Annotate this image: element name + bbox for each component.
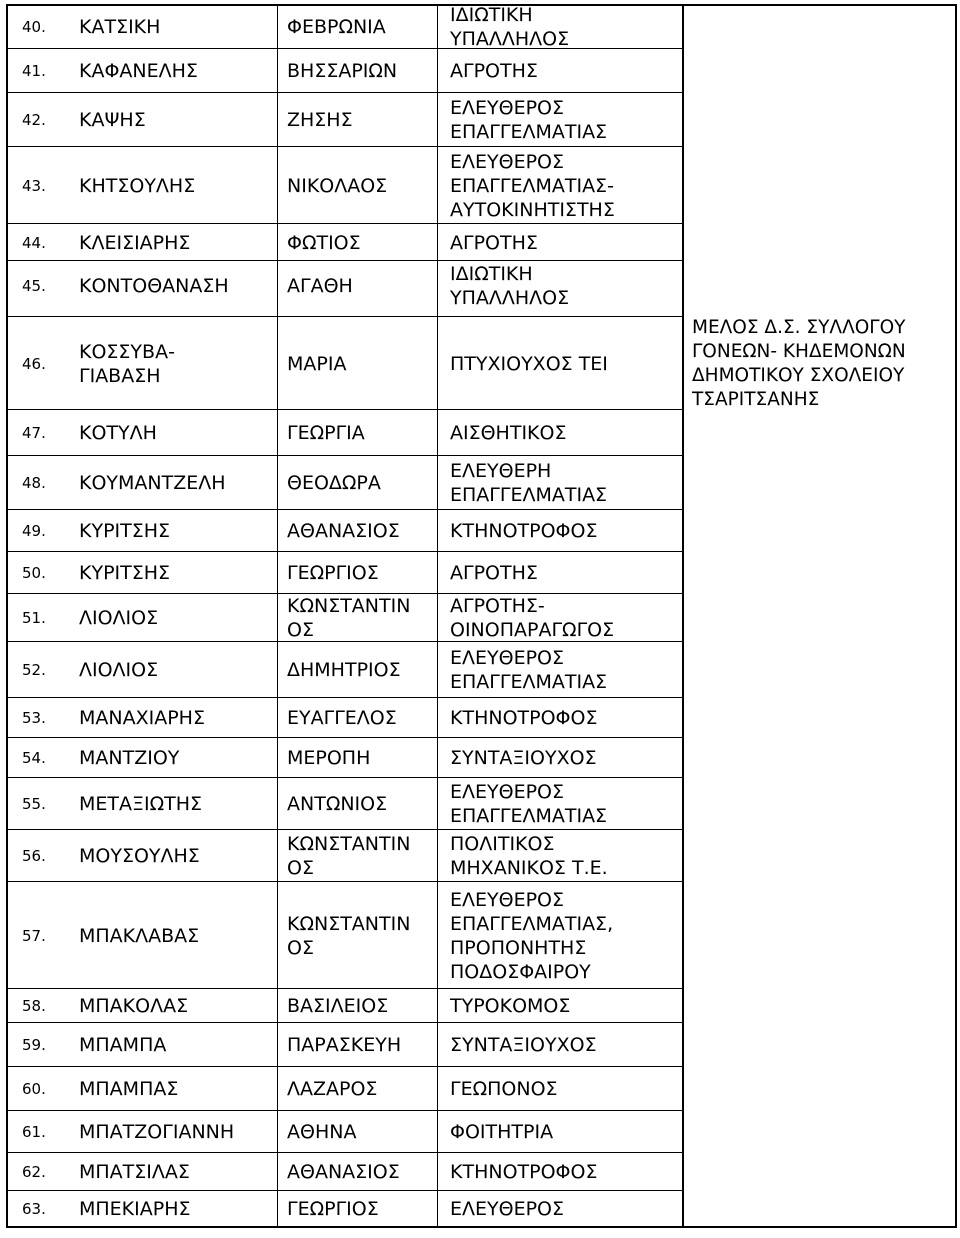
row-number: 61.: [22, 1123, 46, 1141]
first-name-cell: ΚΩΝΣΤΑΝΤΙΝ ΟΣ: [287, 595, 411, 641]
row-separator: [6, 146, 682, 147]
first-name-cell: ΒΑΣΙΛΕΙΟΣ: [287, 995, 389, 1017]
first-name-cell: ΒΗΣΣΑΡΙΩΝ: [287, 60, 398, 82]
surname-cell: ΜΠΑΤΣΙΛΑΣ: [79, 1161, 190, 1183]
occupation-cell: ΠΟΛΙΤΙΚΟΣ ΜΗΧΑΝΙΚΟΣ Τ.Ε.: [450, 833, 608, 879]
first-name-cell: ΓΕΩΡΓΙΑ: [287, 422, 365, 444]
surname-cell: ΚΛΕΙΣΙΑΡΗΣ: [79, 232, 191, 254]
row-separator: [6, 697, 682, 698]
row-separator: [6, 455, 682, 456]
first-name-cell: ΛΑΖΑΡΟΣ: [287, 1078, 378, 1100]
occupation-cell: ΕΛΕΥΘΕΡΟΣ: [450, 1198, 564, 1220]
row-separator: [6, 48, 682, 49]
table-border-left: [6, 4, 8, 1226]
first-name-cell: ΑΓΑΘΗ: [287, 275, 353, 297]
first-name-cell: ΕΥΑΓΓΕΛΟΣ: [287, 707, 397, 729]
row-separator: [6, 881, 682, 882]
row-separator: [6, 737, 682, 738]
first-name-cell: ΜΑΡΙΑ: [287, 353, 347, 375]
first-name-cell: ΜΕΡΟΠΗ: [287, 747, 371, 769]
surname-cell: ΜΠΑΚΛΑΒΑΣ: [79, 925, 200, 947]
occupation-cell: ΦΟΙΤΗΤΡΙΑ: [450, 1121, 554, 1143]
row-separator: [6, 1152, 682, 1153]
surname-cell: ΚΑΤΣΙΚΗ: [79, 16, 161, 38]
occupation-cell: ΕΛΕΥΘΕΡΟΣ ΕΠΑΓΓΕΛΜΑΤΙΑΣ- ΑΥΤΟΚΙΝΗΤΙΣΤΗΣ: [450, 151, 615, 221]
row-number: 41.: [22, 62, 46, 80]
surname-cell: ΜΠΑΜΠΑ: [79, 1034, 167, 1056]
first-name-cell: ΦΩΤΙΟΣ: [287, 232, 361, 254]
row-separator: [6, 92, 682, 93]
surname-cell: ΜΠΑΤΖΟΓΙΑΝΝΗ: [79, 1121, 235, 1143]
row-separator: [6, 988, 682, 989]
row-number: 43.: [22, 177, 46, 195]
surname-cell: ΚΑΦΑΝΕΛΗΣ: [79, 60, 198, 82]
row-number: 42.: [22, 111, 46, 129]
row-number: 51.: [22, 609, 46, 627]
occupation-cell: ΣΥΝΤΑΞΙΟΥΧΟΣ: [450, 747, 597, 769]
occupation-cell: ΚΤΗΝΟΤΡΟΦΟΣ: [450, 1161, 598, 1183]
surname-cell: ΜΠΑΜΠΑΣ: [79, 1078, 179, 1100]
occupation-cell: ΑΓΡΟΤΗΣ: [450, 60, 538, 82]
column-divider-name: [277, 4, 278, 1226]
row-number: 59.: [22, 1036, 46, 1054]
surname-cell: ΚΥΡΙΤΣΗΣ: [79, 520, 171, 542]
surname-cell: ΚΑΨΗΣ: [79, 109, 146, 131]
row-separator: [6, 1110, 682, 1111]
surname-cell: ΜΟΥΣΟΥΛΗΣ: [79, 845, 200, 867]
row-separator: [6, 316, 682, 317]
first-name-cell: ΑΘΑΝΑΣΙΟΣ: [287, 520, 400, 542]
first-name-cell: ΑΘΑΝΑΣΙΟΣ: [287, 1161, 400, 1183]
surname-cell: ΜΑΝΤΖΙΟΥ: [79, 747, 180, 769]
row-separator: [6, 1190, 682, 1191]
surname-cell: ΚΟΥΜΑΝΤΖΕΛΗ: [79, 472, 226, 494]
row-number: 53.: [22, 709, 46, 727]
row-number: 46.: [22, 355, 46, 373]
row-number: 62.: [22, 1163, 46, 1181]
occupation-cell: ΓΕΩΠΟΝΟΣ: [450, 1078, 558, 1100]
first-name-cell: ΚΩΝΣΤΑΝΤΙΝ ΟΣ: [287, 913, 411, 959]
row-separator: [6, 1066, 682, 1067]
note-parents-association: ΜΕΛΟΣ Δ.Σ. ΣΥΛΛΟΓΟΥ ΓΟΝΕΩΝ- ΚΗΔΕΜΟΝΩΝ ΔΗΜΟΤΙΚΟΥ ΣΧΟΛΕΙΟΥ ΤΣΑΡΙΤΣΑΝΗΣ: [692, 317, 906, 410]
row-number: 48.: [22, 474, 46, 492]
row-separator: [6, 409, 682, 410]
first-name-cell: ΝΙΚΟΛΑΟΣ: [287, 175, 388, 197]
row-separator: [6, 777, 682, 778]
surname-cell: ΚΟΤΥΛΗ: [79, 422, 157, 444]
occupation-cell: ΙΔΙΩΤΙΚΗ ΥΠΑΛΛΗΛΟΣ: [450, 263, 570, 309]
row-number: 40.: [22, 18, 46, 36]
first-name-cell: ΑΘΗΝΑ: [287, 1121, 357, 1143]
table-border-right: [955, 4, 957, 1226]
first-name-cell: ΑΝΤΩΝΙΟΣ: [287, 793, 388, 815]
occupation-cell: ΑΙΣΘΗΤΙΚΟΣ: [450, 422, 567, 444]
occupation-cell: ΕΛΕΥΘΕΡΟΣ ΕΠΑΓΓΕΛΜΑΤΙΑΣ: [450, 97, 608, 143]
first-name-cell: ΖΗΣΗΣ: [287, 109, 353, 131]
row-number: 63.: [22, 1200, 46, 1218]
row-number: 55.: [22, 795, 46, 813]
occupation-cell: ΚΤΗΝΟΤΡΟΦΟΣ: [450, 707, 598, 729]
surname-cell: ΜΕΤΑΞΙΩΤΗΣ: [79, 793, 203, 815]
first-name-cell: ΓΕΩΡΓΙΟΣ: [287, 562, 379, 584]
occupation-cell: ΠΤΥΧΙΟΥΧΟΣ ΤΕΙ: [450, 353, 608, 375]
first-name-cell: ΘΕΟΔΩΡΑ: [287, 472, 381, 494]
row-number: 44.: [22, 234, 46, 252]
row-number: 54.: [22, 749, 46, 767]
row-separator: [6, 223, 682, 224]
occupation-cell: ΤΥΡΟΚΟΜΟΣ: [450, 995, 571, 1017]
row-number: 45.: [22, 277, 46, 295]
surname-cell: ΚΟΝΤΟΘΑΝΑΣΗ: [79, 275, 229, 297]
row-number: 50.: [22, 564, 46, 582]
row-number: 52.: [22, 661, 46, 679]
surname-cell: ΜΑΝΑΧΙΑΡΗΣ: [79, 707, 205, 729]
occupation-cell: ΑΓΡΟΤΗΣ- ΟΙΝΟΠΑΡΑΓΩΓΟΣ: [450, 595, 615, 641]
row-separator: [6, 829, 682, 830]
occupation-cell: ΙΔΙΩΤΙΚΗ ΥΠΑΛΛΗΛΟΣ: [450, 4, 570, 50]
row-number: 47.: [22, 424, 46, 442]
first-name-cell: ΦΕΒΡΩΝΙΑ: [287, 16, 386, 38]
occupation-cell: ΕΛΕΥΘΕΡΟΣ ΕΠΑΓΓΕΛΜΑΤΙΑΣ, ΠΡΟΠΟΝΗΤΗΣ ΠΟΔΟΣΦΑΙΡΟΥ: [450, 889, 614, 983]
surname-cell: ΚΥΡΙΤΣΗΣ: [79, 562, 171, 584]
surname-cell: ΚΗΤΣΟΥΛΗΣ: [79, 175, 196, 197]
occupation-cell: ΕΛΕΥΘΕΡΗ ΕΠΑΓΓΕΛΜΑΤΙΑΣ: [450, 460, 608, 506]
occupation-cell: ΕΛΕΥΘΕΡΟΣ ΕΠΑΓΓΕΛΜΑΤΙΑΣ: [450, 781, 608, 827]
row-number: 57.: [22, 927, 46, 945]
surname-cell: ΛΙΟΛΙΟΣ: [79, 607, 159, 629]
first-name-cell: ΠΑΡΑΣΚΕΥΗ: [287, 1034, 402, 1056]
row-number: 56.: [22, 847, 46, 865]
surname-cell: ΚΟΣΣΥΒΑ- ΓΙΑΒΑΣΗ: [79, 341, 175, 387]
surname-cell: ΜΠΑΚΟΛΑΣ: [79, 995, 189, 1017]
table-border-bottom: [6, 1226, 957, 1228]
row-number: 49.: [22, 522, 46, 540]
surname-cell: ΜΠΕΚΙΑΡΗΣ: [79, 1198, 191, 1220]
column-divider-note: [682, 4, 684, 1226]
occupation-cell: ΚΤΗΝΟΤΡΟΦΟΣ: [450, 520, 598, 542]
row-number: 58.: [22, 997, 46, 1015]
first-name-cell: ΓΕΩΡΓΙΟΣ: [287, 1198, 379, 1220]
occupation-cell: ΕΛΕΥΘΕΡΟΣ ΕΠΑΓΓΕΛΜΑΤΙΑΣ: [450, 647, 608, 693]
occupation-cell: ΣΥΝΤΑΞΙΟΥΧΟΣ: [450, 1034, 597, 1056]
row-separator: [6, 509, 682, 510]
row-separator: [6, 551, 682, 552]
first-name-cell: ΚΩΝΣΤΑΝΤΙΝ ΟΣ: [287, 833, 411, 879]
occupation-cell: ΑΓΡΟΤΗΣ: [450, 232, 538, 254]
row-separator: [6, 260, 682, 261]
occupation-cell: ΑΓΡΟΤΗΣ: [450, 562, 538, 584]
row-separator: [6, 1022, 682, 1023]
column-divider-occupation: [437, 4, 438, 1226]
row-number: 60.: [22, 1080, 46, 1098]
first-name-cell: ΔΗΜΗΤΡΙΟΣ: [287, 659, 401, 681]
surname-cell: ΛΙΟΛΙΟΣ: [79, 659, 159, 681]
